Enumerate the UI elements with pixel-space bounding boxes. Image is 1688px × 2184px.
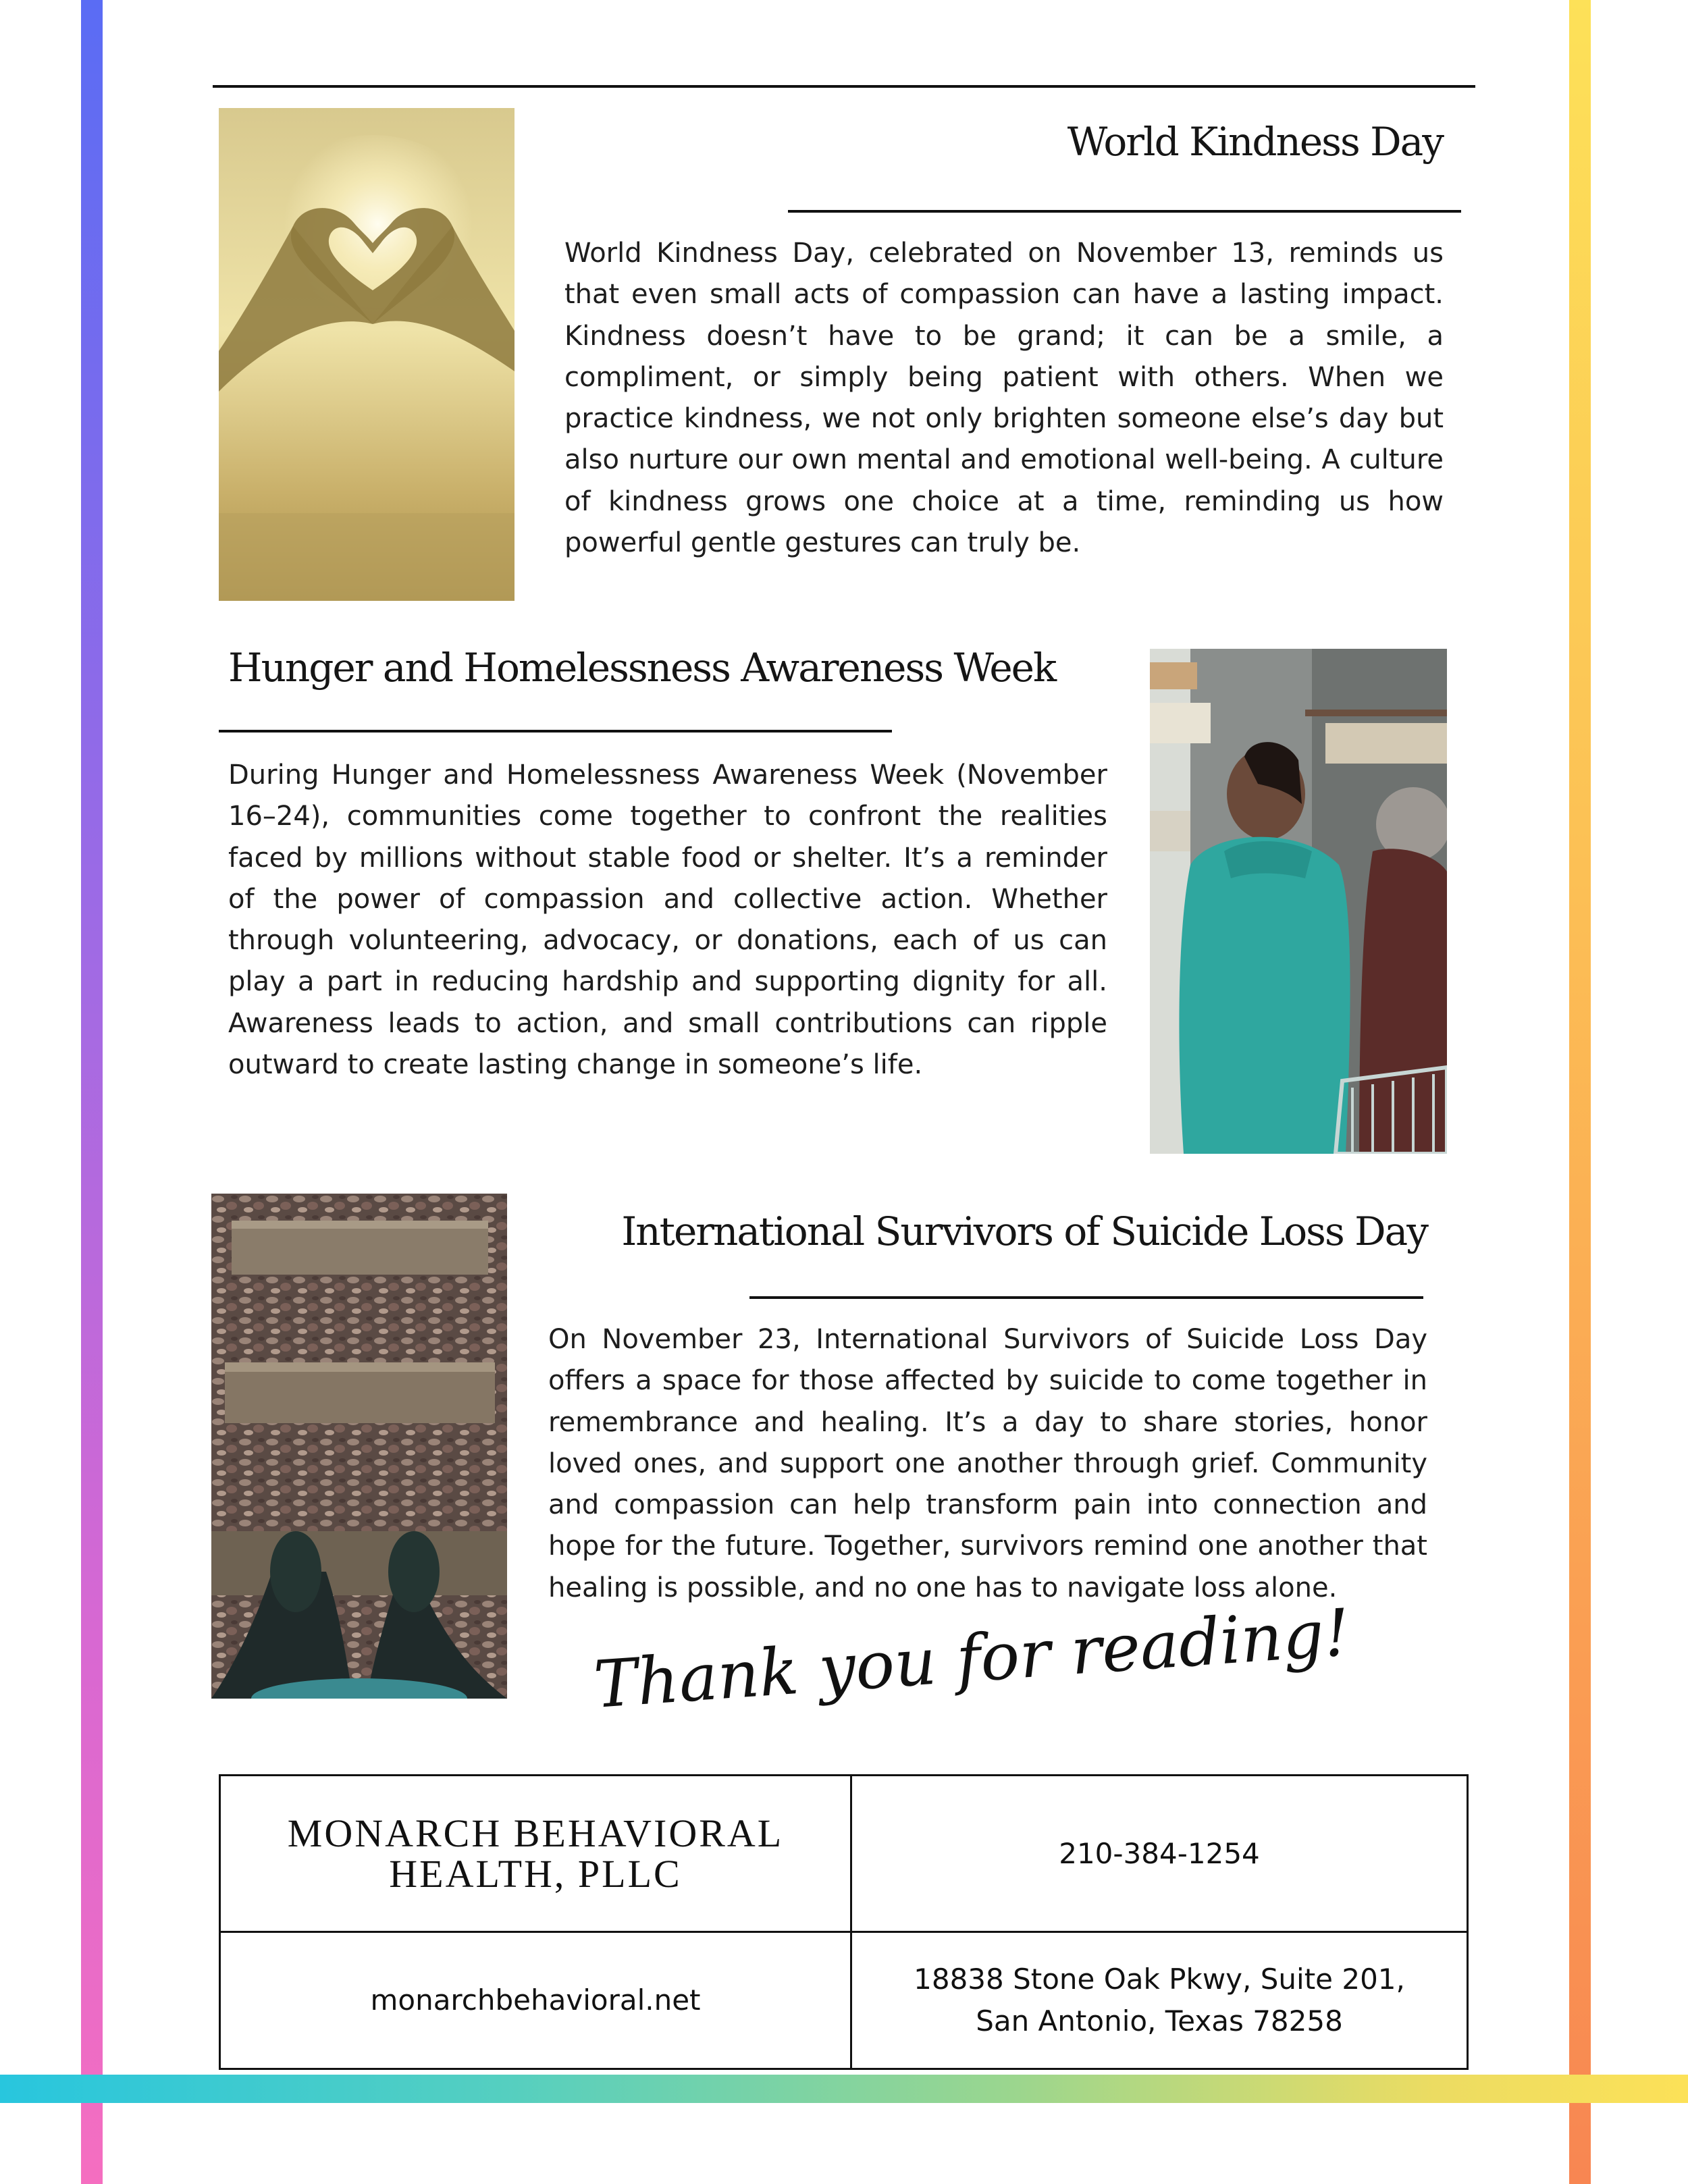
address-line1: 18838 Stone Oak Pkwy, Suite 201,	[914, 1963, 1405, 1996]
section-body: During Hunger and Homelessness Awareness Week (November 16–24), communities come together to confront the realities faced by millions without stable food or shelter. It’s a reminder of the power of compassion and collective action. Whether through volunteering, advocacy, or donations, each of us can play a part in reducing hardship and supporting dignity for all. Awareness leads to action, and small contributions can ripple outward to create lasting change in someone’s life.	[228, 760, 1107, 1081]
thank-you-signature: Thank you for reading!	[591, 1594, 1352, 1723]
left-gradient-stripe	[81, 0, 103, 2184]
railroad-feet-photo	[211, 1194, 507, 1699]
phone-cell	[852, 1776, 1467, 1933]
section-title: Hunger and Homelessness Awareness Week	[228, 645, 1056, 691]
company-name-cell	[221, 1776, 852, 1933]
address-cell	[852, 1933, 1467, 2068]
website-cell	[221, 1933, 852, 2068]
address-line2: San Antonio, Texas 78258	[976, 2004, 1343, 2037]
company-name-line2: HEALTH, PLLC	[389, 1851, 682, 1896]
section-body: On November 23, International Survivors of Suicide Loss Day offers a space for those affected by suicide to come together in remembrance and healing. It’s a day to share stories, honor loved ones, and support one another through grief. Community and compassion can help transform pain into connection and hope for the future. Together, survivors remind one another that healing is possible, and no one has to navigate loss alone.	[548, 1324, 1427, 1603]
section-title: International Survivors of Suicide Loss Day	[621, 1208, 1427, 1254]
heart-hands-sunset-photo	[219, 108, 515, 601]
right-gradient-stripe	[1569, 0, 1591, 2184]
contact-info-table	[219, 1774, 1469, 2070]
bottom-gradient-stripe	[0, 2075, 1688, 2103]
website-link[interactable]: monarchbehavioral.net	[370, 1983, 701, 2017]
section-body: World Kindness Day, celebrated on November 13, reminds us that even small acts of compassion can have a lasting impact. Kindness doesn’t have to be grand; it can be a smile, a compliment, or simply being patient with others. When we practice kindness, we not only brighten someone else’s day but also nurture our own mental and emotional well-being. A culture of kindness grows one choice at a time, reminding us how powerful gentle gestures can truly be.	[564, 238, 1444, 559]
top-divider	[213, 85, 1475, 88]
title-underline	[219, 730, 892, 733]
title-underline	[749, 1296, 1423, 1299]
title-underline	[788, 210, 1461, 213]
food-pantry-photo	[1150, 649, 1447, 1154]
section-title: World Kindness Day	[1067, 119, 1443, 165]
phone-number[interactable]: 210-384-1254	[1059, 1836, 1260, 1870]
company-name-line1: MONARCH BEHAVIORAL	[287, 1811, 784, 1855]
